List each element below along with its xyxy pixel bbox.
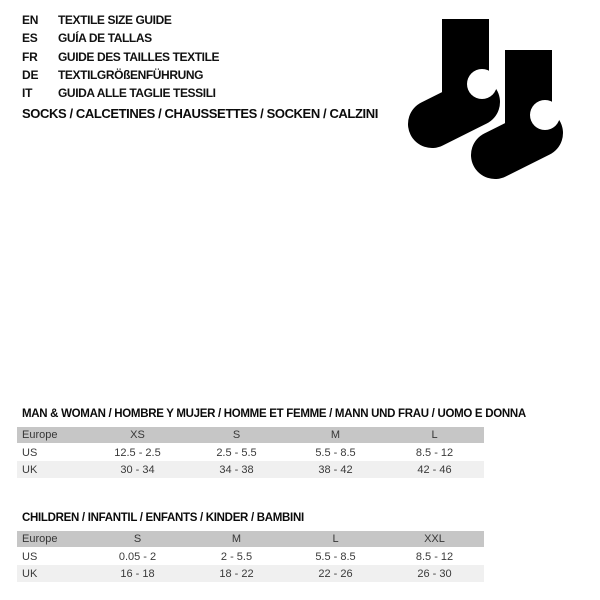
size-cell: 8.5 - 12 — [385, 548, 484, 566]
column-header-region: Europe — [17, 427, 88, 444]
language-title: TEXTILGRÖßENFÜHRUNG — [58, 67, 204, 82]
size-cell: 18 - 22 — [187, 565, 286, 582]
socks-icon — [402, 14, 572, 184]
size-cell: 42 - 46 — [385, 461, 484, 478]
size-table-children — [17, 512, 484, 582]
row-label: US — [17, 444, 88, 462]
size-cell: 22 - 26 — [286, 565, 385, 582]
column-header-region: Europe — [17, 531, 88, 548]
table-title: MAN & WOMAN / HOMBRE Y MUJER / HOMME ET FEMME / MANN UND FRAU / UOMO E DONNA — [22, 408, 526, 420]
language-title: TEXTILE SIZE GUIDE — [58, 13, 172, 27]
language-title: GUIDE DES TAILLES TEXTILE — [58, 49, 220, 64]
language-row-es — [22, 29, 219, 47]
size-cell: 0.05 - 2 — [88, 548, 187, 566]
column-header-size: M — [286, 427, 385, 444]
column-header-size: S — [187, 427, 286, 444]
column-header-size: S — [88, 531, 187, 548]
size-chart-table — [17, 531, 484, 582]
language-list — [22, 11, 219, 102]
language-row-fr — [22, 48, 219, 66]
row-label: UK — [17, 565, 88, 582]
size-table-man-woman — [17, 408, 526, 478]
column-header-size: XXL — [385, 531, 484, 548]
size-cell: 38 - 42 — [286, 461, 385, 478]
size-cell: 12.5 - 2.5 — [88, 444, 187, 462]
column-header-size: XS — [88, 427, 187, 444]
language-title: GUIDA ALLE TAGLIE TESSILI — [58, 86, 216, 101]
size-cell: 8.5 - 12 — [385, 444, 484, 462]
language-code: IT — [22, 86, 33, 101]
table-row-us — [17, 444, 484, 462]
column-header-size: M — [187, 531, 286, 548]
table-title: CHILDREN / INFANTIL / ENFANTS / KINDER / BAMBINI — [22, 512, 304, 524]
size-cell: 2.5 - 5.5 — [187, 444, 286, 462]
table-header-row — [17, 531, 484, 548]
sock-back-shape — [432, 19, 497, 124]
language-row-de — [22, 66, 219, 84]
row-label: US — [17, 548, 88, 566]
size-cell: 34 - 38 — [187, 461, 286, 478]
size-cell: 16 - 18 — [88, 565, 187, 582]
column-header-size: L — [385, 427, 484, 444]
table-row-us — [17, 548, 484, 566]
size-cell: 2 - 5.5 — [187, 548, 286, 566]
language-code: FR — [22, 49, 38, 64]
table-header-row — [17, 427, 484, 444]
language-code: DE — [22, 67, 39, 82]
size-chart-table — [17, 427, 484, 478]
column-header-size: L — [286, 531, 385, 548]
language-title: GUÍA DE TALLAS — [58, 31, 152, 46]
sock-front-shape — [495, 50, 560, 155]
table-row-uk — [17, 565, 484, 582]
language-row-en — [22, 11, 219, 29]
size-cell: 5.5 - 8.5 — [286, 548, 385, 566]
row-label: UK — [17, 461, 88, 478]
size-cell: 26 - 30 — [385, 565, 484, 582]
table-row-uk — [17, 461, 484, 478]
language-row-it — [22, 84, 219, 102]
language-code: EN — [22, 13, 39, 27]
category-line: SOCKS / CALCETINES / CHAUSSETTES / SOCKEN / CALZINI — [22, 106, 378, 121]
size-cell: 5.5 - 8.5 — [286, 444, 385, 462]
language-code: ES — [22, 31, 38, 46]
size-cell: 30 - 34 — [88, 461, 187, 478]
